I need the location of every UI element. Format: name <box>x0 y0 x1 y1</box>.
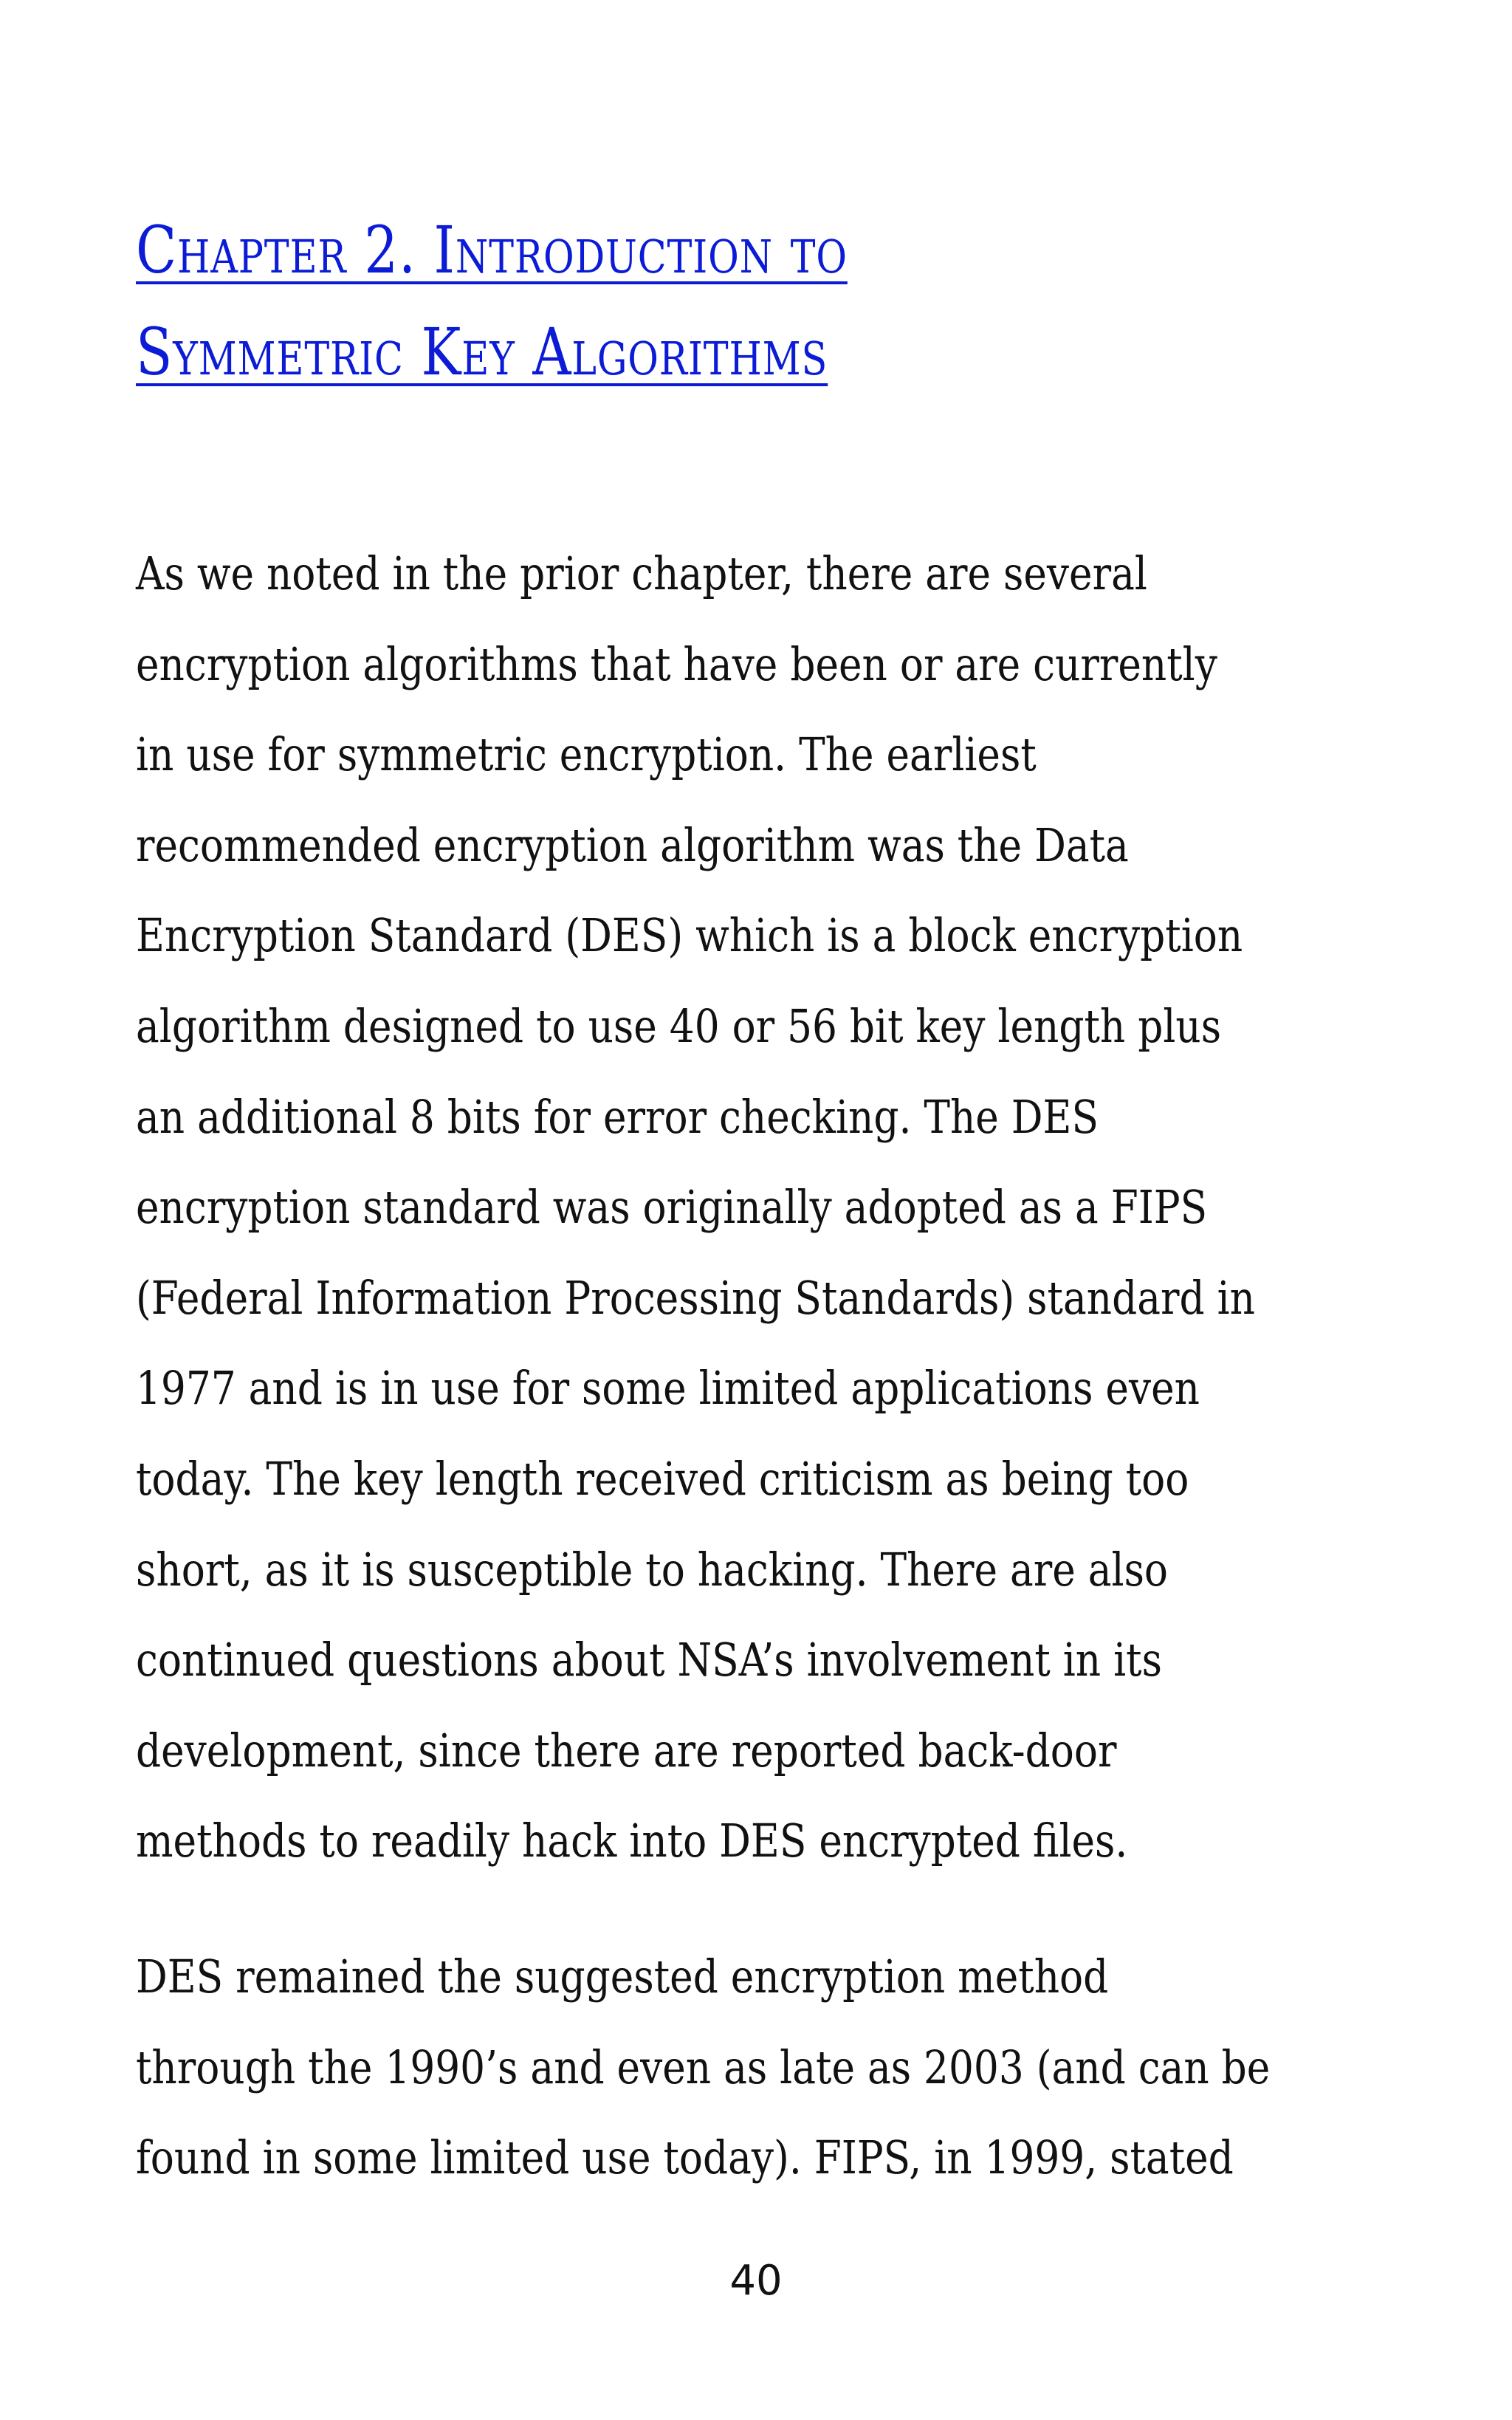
paragraph-line: today. The key length received criticism as being too <box>136 1451 1189 1506</box>
paragraph-2 <box>136 1932 1406 2204</box>
paragraph-line: continued questions about NSA’s involvement in its <box>136 1633 1162 1687</box>
paragraph-line: an additional 8 bits for error checking. The DES <box>136 1089 1099 1144</box>
paragraph-line: Encryption Standard (DES) which is a block encryption <box>136 908 1243 963</box>
paragraph-line: (Federal Information Processing Standards) standard in <box>136 1270 1255 1325</box>
paragraph-line: algorithm designed to use 40 or 56 bit key length plus <box>136 998 1222 1053</box>
paragraph-line: in use for symmetric encryption. The earliest <box>136 727 1037 782</box>
paragraph-line: 1977 and is in use for some limited applications even <box>136 1361 1200 1416</box>
chapter-heading-line-1[interactable]: Chapter 2. Introduction to <box>136 212 848 288</box>
paragraph-line: short, as it is susceptible to hacking. There are also <box>136 1542 1169 1597</box>
paragraph-line: As we noted in the prior chapter, there are several <box>136 546 1147 600</box>
chapter-heading-link[interactable] <box>136 199 1165 403</box>
paragraph-line: through the 1990’s and even as late as 2003 (and can be <box>136 2040 1271 2094</box>
paragraph-line: methods to readily hack into DES encrypted files. <box>136 1814 1128 1868</box>
paragraph-line: encryption standard was originally adopted as a FIPS <box>136 1180 1208 1235</box>
paragraph-line: development, since there are reported back-door <box>136 1723 1117 1778</box>
paragraph-line: encryption algorithms that have been or are currently <box>136 637 1217 691</box>
paragraph-line: DES remained the suggested encryption method <box>136 1950 1109 2003</box>
paragraph-line: recommended encryption algorithm was the Data <box>136 817 1129 872</box>
paragraph-1 <box>136 529 1406 1887</box>
paragraph-line: found in some limited use today). FIPS, in 1999, stated <box>136 2131 1234 2185</box>
page-number: 40 <box>729 2257 783 2305</box>
chapter-heading-line-2[interactable]: Symmetric Key Algorithms <box>136 314 828 390</box>
